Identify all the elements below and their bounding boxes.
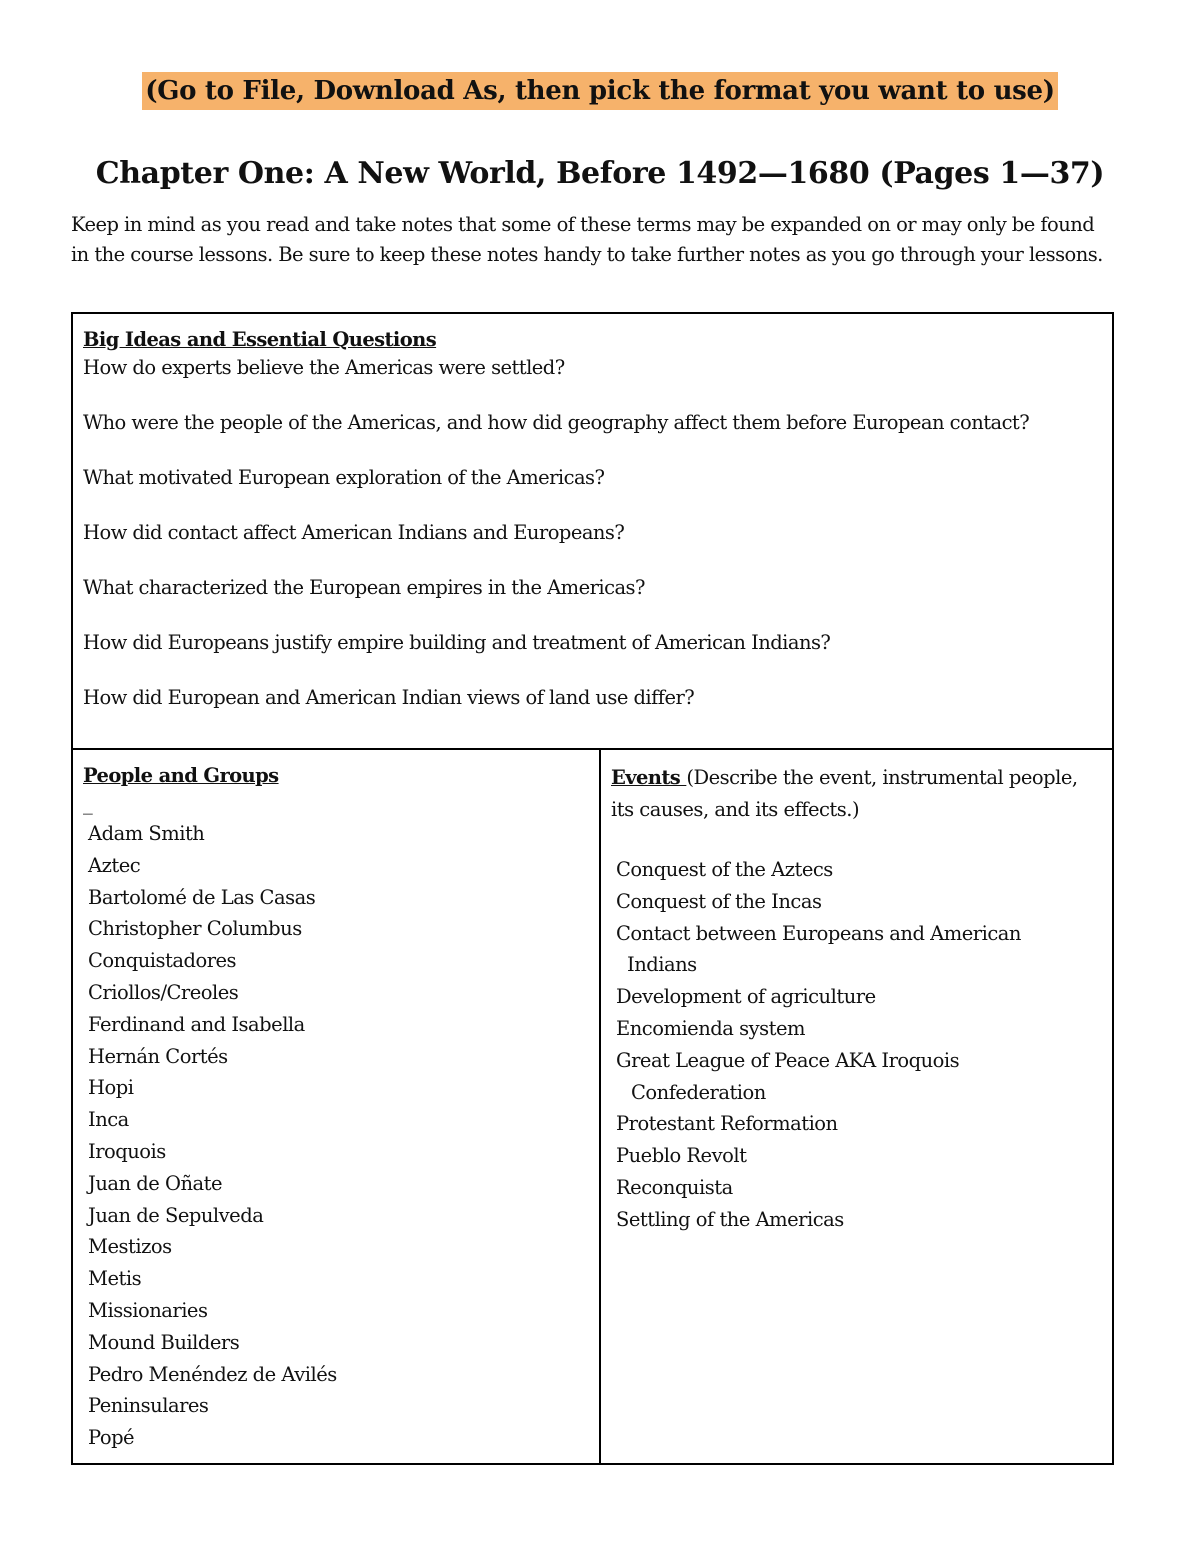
list-item: Aztec [88,853,141,877]
events-heading-line [611,762,1104,794]
download-instructions-banner: (Go to File, Download As, then pick the format you want to use) [142,72,1058,110]
list-item: Hernán Cortés [88,1044,228,1068]
list-item: Development of agriculture [616,985,876,1009]
list-item: Reconquista [616,1175,733,1199]
list-item: Mound Builders [88,1330,240,1354]
question-item: How did European and American Indian views of land use differ? [83,686,695,709]
people-groups-heading: People and Groups [83,764,279,787]
chapter-title: Chapter One: A New World, Before 1492—1680 (Pages 1—37) [95,156,1105,191]
list-item: Conquest of the Aztecs [616,858,833,881]
list-item: Hopi [88,1076,134,1100]
list-item: Inca [88,1108,129,1132]
big-ideas-cell [73,314,1112,750]
list-item: Conquest of the Incas [616,889,822,913]
intro-paragraph: Keep in mind as you read and take notes that some of these terms may be expanded on or may only be found in the course lessons. Be sure to keep these notes handy to take further notes as you go through your lessons. [71,213,1103,266]
big-ideas-heading: Big Ideas and Essential Questions [83,328,437,351]
events-instructions-continued: its causes, and its effects.) [611,798,860,821]
notes-table [71,312,1114,1465]
list-item: Encomienda system [616,1016,805,1040]
people-groups-cell [73,750,601,1463]
list-item: Metis [88,1267,142,1291]
list-item: Pedro Menéndez de Avilés [88,1362,337,1386]
events-cell [601,750,1112,1463]
list-item: Christopher Columbus [88,917,302,941]
list-item: Great League of Peace AKA Iroquois [616,1048,960,1072]
list-item: Peninsulares [88,1394,209,1418]
list-item: Popé [88,1426,135,1450]
list-item: Ferdinand and Isabella [88,1012,305,1036]
question-item: How did contact affect American Indians and Europeans? [83,521,625,544]
list-item: Iroquois [88,1139,166,1163]
list-item: Contact between Europeans and American [616,921,1021,945]
list-item: Pueblo Revolt [616,1144,747,1168]
list-item: Criollos/Creoles [88,980,239,1004]
list-item: Protestant Reformation [616,1112,838,1136]
list-item: Missionaries [88,1298,208,1322]
list-item: Juan de Sepulveda [88,1203,264,1227]
events-instructions: (Describe the event, instrumental people, [686,766,1078,789]
events-heading: Events [611,766,687,789]
list-item: Bartolomé de Las Casas [88,885,316,909]
stray-underscore-mark: _ [83,792,93,815]
list-item: Adam Smith [88,822,205,845]
list-item: Mestizos [88,1235,172,1259]
question-item: How do experts believe the Americas were settled? [83,356,565,379]
list-item-continuation: Indians [627,953,697,977]
question-item: How did Europeans justify empire building and treatment of American Indians? [83,631,831,654]
question-item: What motivated European exploration of the Americas? [83,466,605,489]
banner-container [0,72,1200,110]
question-item: What characterized the European empires in the Americas? [83,576,645,599]
list-item-continuation: Confederation [631,1080,766,1104]
list-item: Juan de Oñate [88,1171,223,1195]
list-item: Settling of the Americas [616,1207,844,1231]
list-item: Conquistadores [88,949,237,973]
events-list [611,854,1104,1236]
question-item: Who were the people of the Americas, and how did geography affect them before European contact? [83,411,1030,434]
